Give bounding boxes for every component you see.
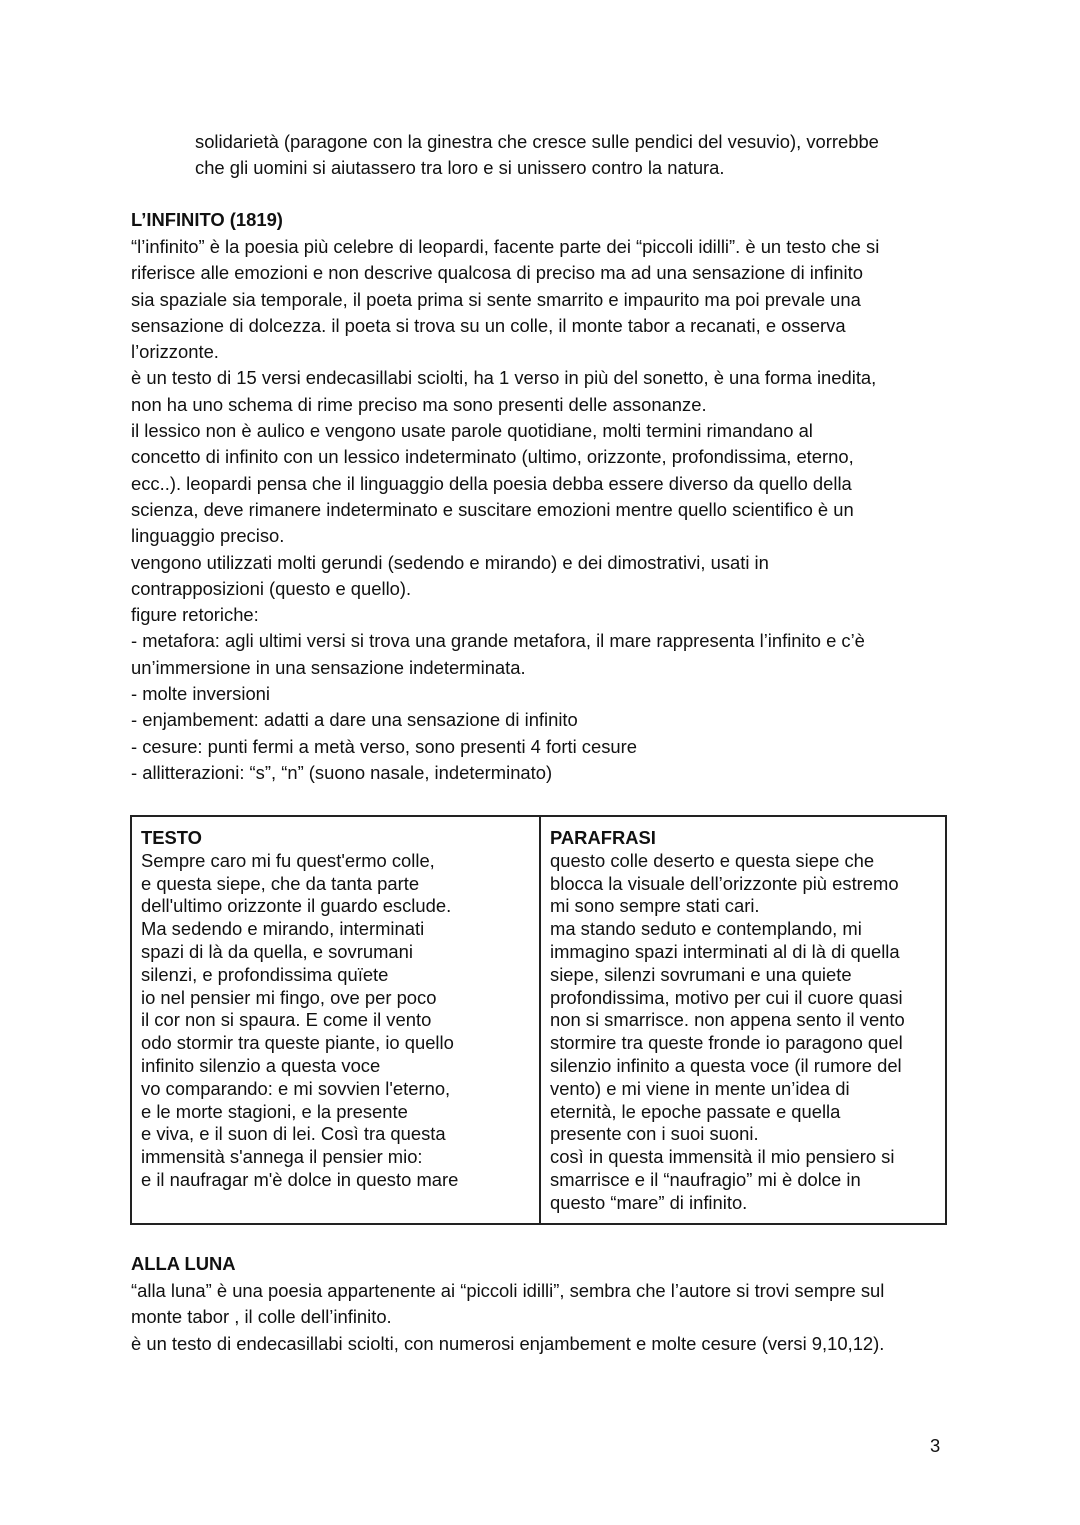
infinito-line: vengono utilizzati molti gerundi (sedendo e mirando) e dei dimostrativi, usati in bbox=[131, 551, 769, 573]
intro-line: solidarietà (paragone con la ginestra che cresce sulle pendici del vesuvio), vorrebbe bbox=[195, 131, 879, 152]
infinito-heading: L’INFINITO (1819) bbox=[131, 209, 283, 230]
parafrasi-header: PARAFRASI bbox=[550, 827, 656, 848]
parafrasi-line: siepe, silenzi sovrumani e una quiete bbox=[550, 963, 852, 985]
page-number: 3 bbox=[930, 1435, 941, 1456]
testo-line: Sempre caro mi fu quest'ermo colle, bbox=[141, 849, 435, 871]
infinito-line: “l’infinito” è la poesia più celebre di leopardi, facente parte dei “piccoli idilli”. è un testo che si bbox=[131, 236, 880, 257]
infinito-line: è un testo di 15 versi endecasillabi sciolti, ha 1 verso in più del sonetto, è una forma inedita, bbox=[131, 367, 877, 389]
testo-line: e questa siepe, che da tanta parte bbox=[141, 872, 420, 894]
testo-line: infinito silenzio a questa voce bbox=[141, 1054, 381, 1076]
testo-line: dell'ultimo orizzonte il guardo esclude. bbox=[141, 895, 452, 917]
parafrasi-line: eternità, le epoche passate e quella bbox=[550, 1100, 841, 1122]
infinito-line: - allitterazioni: “s”, “n” (suono nasale, indeterminato) bbox=[131, 761, 553, 783]
testo-header: TESTO bbox=[141, 827, 202, 848]
infinito-line: sia spaziale sia temporale, il poeta prima si sente smarrito e impaurito ma poi prevale una bbox=[131, 288, 861, 310]
testo-line: e le morte stagioni, e la presente bbox=[141, 1100, 408, 1122]
testo-line: il cor non si spaura. E come il vento bbox=[141, 1009, 432, 1031]
alla-luna-heading: ALLA LUNA bbox=[131, 1253, 236, 1274]
testo-line: Ma sedendo e mirando, interminati bbox=[141, 918, 425, 940]
alla-luna-line: è un testo di endecasillabi sciolti, con numerosi enjambement e molte cesure (versi 9,10,12). bbox=[131, 1332, 885, 1354]
poem-table bbox=[130, 815, 947, 1225]
infinito-line: concetto di infinito con un lessico indeterminato (ultimo, orizzonte, profondissima, eterno, bbox=[131, 446, 854, 468]
testo-line: spazi di là da quella, e sovrumani bbox=[141, 940, 413, 962]
parafrasi-line: vento) e mi viene in mente un’idea di bbox=[550, 1077, 850, 1099]
testo-line: silenzi, e profondissima quïete bbox=[141, 963, 389, 985]
infinito-line: linguaggio preciso. bbox=[131, 525, 285, 547]
testo-column bbox=[132, 817, 541, 1223]
infinito-line: - cesure: punti fermi a metà verso, sono presenti 4 forti cesure bbox=[131, 735, 637, 757]
alla-luna-line: monte tabor , il colle dell’infinito. bbox=[131, 1306, 392, 1328]
parafrasi-column bbox=[541, 817, 945, 1223]
testo-line: vo comparando: e mi sovvien l'eterno, bbox=[141, 1077, 451, 1099]
infinito-line: l’orizzonte. bbox=[131, 341, 219, 363]
infinito-line: figure retoriche: bbox=[131, 604, 259, 626]
infinito-line: sensazione di dolcezza. il poeta si trova su un colle, il monte tabor a recanati, e osserva bbox=[131, 314, 846, 336]
parafrasi-line: profondissima, motivo per cui il cuore quasi bbox=[550, 986, 903, 1008]
testo-line: odo stormir tra queste piante, io quello bbox=[141, 1032, 454, 1054]
parafrasi-line: questo colle deserto e questa siepe che bbox=[550, 849, 875, 871]
parafrasi-line: smarrisce e il “naufragio” mi è dolce in bbox=[550, 1168, 861, 1190]
testo-line: e viva, e il suon di lei. Così tra questa bbox=[141, 1123, 446, 1145]
parafrasi-line: mi sono sempre stati cari. bbox=[550, 895, 760, 917]
parafrasi-line: ma stando seduto e contemplando, mi bbox=[550, 918, 862, 940]
intro-line: che gli uomini si aiutassero tra loro e si unissero contro la natura. bbox=[195, 157, 725, 179]
infinito-line: - molte inversioni bbox=[131, 683, 270, 705]
testo-line: io nel pensier mi fingo, ove per poco bbox=[141, 986, 437, 1008]
infinito-body bbox=[131, 234, 961, 786]
alla-luna-body bbox=[131, 1278, 961, 1357]
infinito-line: - enjambement: adatti a dare una sensazione di infinito bbox=[131, 709, 578, 731]
infinito-line: non ha uno schema di rime preciso ma sono presenti delle assonanze. bbox=[131, 393, 707, 415]
parafrasi-line: silenzio infinito a questa voce (il rumore del bbox=[550, 1054, 902, 1076]
infinito-line: il lessico non è aulico e vengono usate parole quotidiane, molti termini rimandano al bbox=[131, 420, 813, 442]
parafrasi-line: così in questa immensità il mio pensiero si bbox=[550, 1146, 895, 1168]
parafrasi-line: non si smarrisce. non appena sento il vento bbox=[550, 1009, 905, 1031]
parafrasi-line: presente con i suoi suoni. bbox=[550, 1123, 759, 1145]
infinito-line: ecc..). leopardi pensa che il linguaggio della poesia debba essere diverso da quello della bbox=[131, 472, 852, 494]
parafrasi-line: blocca la visuale dell’orizzonte più estremo bbox=[550, 872, 899, 894]
infinito-line: riferisce alle emozioni e non descrive qualcosa di preciso ma ad una sensazione di infinito bbox=[131, 262, 863, 284]
parafrasi-line: stormire tra queste fronde io paragono quel bbox=[550, 1032, 903, 1054]
infinito-line: - metafora: agli ultimi versi si trova una grande metafora, il mare rappresenta l’infinito e c’è bbox=[131, 630, 865, 652]
testo-line: e il naufragar m'è dolce in questo mare bbox=[141, 1168, 459, 1190]
infinito-line: contrapposizioni (questo e quello). bbox=[131, 577, 412, 599]
parafrasi-line: immagino spazi interminati al di là di quella bbox=[550, 940, 900, 962]
infinito-line: scienza, deve rimanere indeterminato e suscitare emozioni mentre quello scientifico è un bbox=[131, 498, 854, 520]
intro-paragraph bbox=[195, 129, 955, 182]
parafrasi-line: questo “mare” di infinito. bbox=[550, 1191, 748, 1213]
alla-luna-line: “alla luna” è una poesia appartenente ai “piccoli idilli”, sembra che l’autore si trovi sempre sul bbox=[131, 1280, 885, 1301]
testo-line: immensità s'annega il pensier mio: bbox=[141, 1146, 423, 1168]
infinito-line: un’immersione in una sensazione indeterminata. bbox=[131, 656, 526, 678]
